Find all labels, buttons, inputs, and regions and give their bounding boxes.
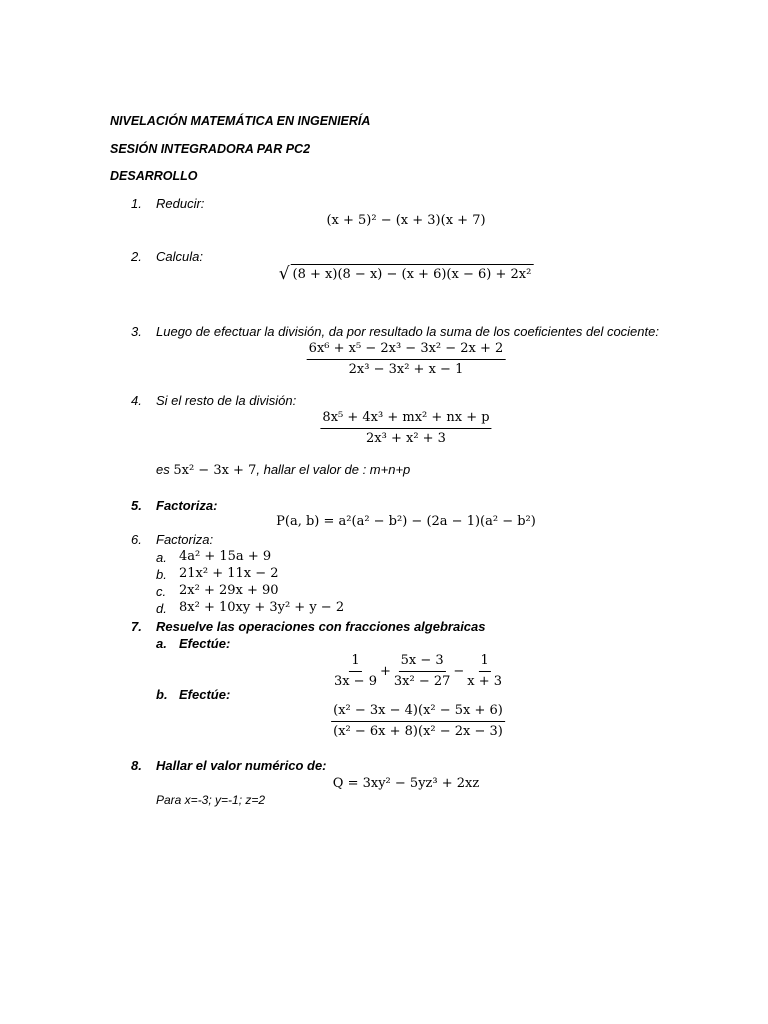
item-4-rest-line: [156, 462, 410, 478]
item-4-numerator: 8x⁵ + 4x³ + mx² + nx + p: [320, 410, 491, 429]
fraction-2-denominator: 3x² − 27: [393, 674, 451, 689]
item-4-rest-suffix: , hallar el valor de : m+n+p: [256, 462, 411, 477]
item-7-number: 7.: [131, 619, 142, 634]
item-2-radicand: (8 + x)(8 − x) − (x + 6)(x − 6) + 2x²: [291, 264, 534, 284]
fraction-3-denominator: x + 3: [467, 674, 503, 689]
item-7a-expression: [332, 653, 504, 690]
item-5-number: 5.: [131, 498, 142, 513]
item-5-label: Factoriza:: [156, 498, 218, 513]
item-5-expression: P(a, b) = a²(a² − b²) − (2a − 1)(a² − b²): [276, 514, 536, 529]
item-1-number: 1.: [131, 196, 142, 211]
item-3-denominator: 2x³ − 3x² + x − 1: [348, 362, 464, 377]
section-title: DESARROLLO: [110, 169, 198, 183]
item-7b-denominator: (x² − 6x + 8)(x² − 2x − 3): [333, 724, 503, 739]
item-6c-expression: 2x² + 29x + 90: [179, 583, 279, 598]
session-title: SESIÓN INTEGRADORA PAR PC2: [110, 142, 311, 156]
item-6-label: Factoriza:: [156, 532, 214, 547]
doc-title: NIVELACIÓN MATEMÁTICA EN INGENIERÍA: [110, 114, 371, 128]
item-2-sqrt: [279, 264, 534, 284]
item-7-label: Resuelve las operaciones con fracciones algebraicas: [156, 619, 486, 634]
item-8-label: Hallar el valor numérico de:: [156, 758, 327, 773]
fraction-1-denominator: 3x − 9: [333, 674, 377, 689]
item-8-expression: Q = 3xy² − 5yz³ + 2xz: [332, 776, 480, 791]
sqrt-symbol: √: [278, 264, 290, 284]
item-4-number: 4.: [131, 393, 142, 408]
item-6a-letter: a.: [156, 550, 167, 565]
item-4-rest-prefix: es: [156, 462, 174, 477]
item-4-rest-expression: 5x² − 3x + 7: [173, 463, 257, 478]
item-3-number: 3.: [131, 324, 142, 339]
item-6b-expression: 21x² + 11x − 2: [179, 566, 279, 581]
fraction-1-numerator: 1: [349, 653, 361, 672]
item-6d-letter: d.: [156, 601, 167, 616]
fraction-2-numerator: 5x − 3: [399, 653, 446, 672]
item-4-denominator: 2x³ + x² + 3: [366, 431, 446, 446]
item-8-values: Para x=-3; y=-1; z=2: [156, 793, 266, 807]
item-2-number: 2.: [131, 249, 142, 264]
item-7a-letter: a.: [156, 636, 167, 651]
minus-operator: −: [453, 664, 465, 679]
item-1-expression: (x + 5)² − (x + 3)(x + 7): [326, 213, 486, 228]
item-7b-fraction: [331, 703, 505, 740]
item-7b-label: Efectúe:: [179, 687, 231, 702]
item-1-label: Reducir:: [156, 196, 205, 211]
item-8-number: 8.: [131, 758, 142, 773]
item-6a-expression: 4a² + 15a + 9: [179, 549, 272, 564]
plus-operator: +: [379, 664, 391, 679]
item-3-numerator: 6x⁶ + x⁵ − 2x³ − 3x² − 2x + 2: [307, 341, 506, 360]
item-7a-label: Efectúe:: [179, 636, 231, 651]
item-7b-numerator: (x² − 3x − 4)(x² − 5x + 6): [331, 703, 505, 722]
item-6d-expression: 8x² + 10xy + 3y² + y − 2: [179, 600, 345, 615]
item-6b-letter: b.: [156, 567, 167, 582]
fraction-3-numerator: 1: [479, 653, 491, 672]
item-3-label: Luego de efectuar la división, da por resultado la suma de los coeficientes del cociente:: [156, 324, 659, 339]
item-7b-letter: b.: [156, 687, 168, 702]
item-2-label: Calcula:: [156, 249, 203, 264]
item-3-fraction: [307, 341, 506, 378]
item-4-label: Si el resto de la división:: [156, 393, 297, 408]
item-4-fraction: [320, 410, 491, 447]
item-6-number: 6.: [131, 532, 142, 547]
item-6c-letter: c.: [156, 584, 167, 599]
